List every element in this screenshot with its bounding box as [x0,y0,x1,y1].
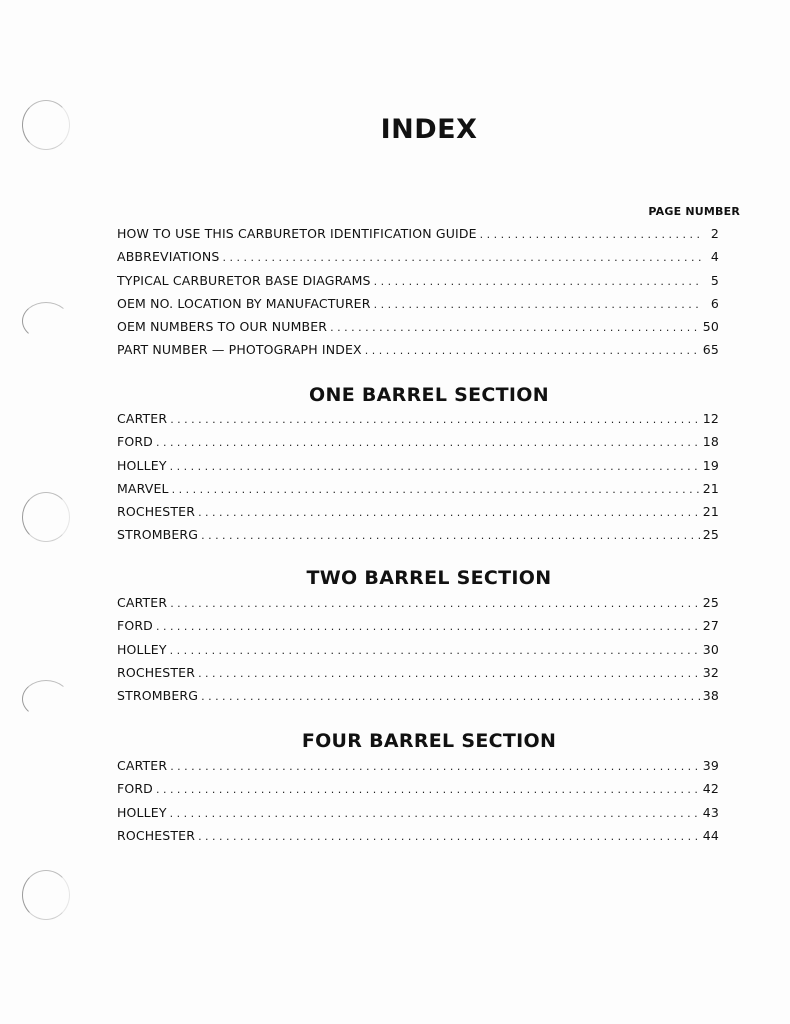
entry-page-number: 43 [702,804,719,820]
dot-leader [170,807,701,820]
entry-page-number: 32 [702,664,719,680]
index-entry [117,273,719,296]
entry-page-number: 27 [702,618,719,634]
entry-label: HOLLEY [117,804,167,820]
entry-page-number: 25 [702,595,719,610]
index-entry [117,665,719,688]
dot-leader [201,690,701,703]
index-entry [117,828,719,851]
section-title-two-barrel: TWO BARREL SECTION [306,567,552,589]
dot-leader [156,436,701,449]
dot-leader [201,529,701,542]
entry-page-number: 42 [702,781,719,797]
index-entry [117,781,719,804]
index-entry [117,458,719,481]
dot-leader [480,228,701,241]
dot-leader [198,506,701,519]
entry-label: FORD [117,434,153,450]
index-entry [117,758,719,781]
entry-label: STROMBERG [117,688,199,704]
index-entry [117,226,719,249]
section-title-one-barrel: ONE BARREL SECTION [309,384,549,406]
entry-label: ROCHESTER [117,827,196,843]
index-entry [117,527,719,550]
entry-label: OEM NUMBERS TO OUR NUMBER [117,319,328,335]
entry-page-number: 50 [702,319,719,335]
dot-leader [170,760,701,773]
entry-label: HOLLEY [117,457,167,473]
entry-page-number: 30 [702,641,719,657]
binder-hole [22,492,70,542]
page-number-column-header: PAGE NUMBER [648,205,740,218]
entry-page-number: 65 [702,342,719,358]
dot-leader [172,483,701,496]
entry-page-number: 19 [702,457,719,473]
general-entries-list [117,226,719,366]
entry-label: ROCHESTER [117,664,196,680]
index-entry [117,805,719,828]
entry-label: CARTER [117,595,168,610]
entry-page-number: 21 [702,480,719,496]
entry-label: PART NUMBER — PHOTOGRAPH INDEX [117,342,362,358]
index-entry [117,411,719,434]
entry-label: FORD [117,781,153,797]
index-entry [117,504,719,527]
entry-page-number: 25 [702,527,719,543]
entry-label: ROCHESTER [117,504,196,520]
dot-leader [156,620,701,633]
index-entry [117,319,719,342]
binder-hole [22,870,70,920]
dot-leader [198,830,701,843]
entry-label: FORD [117,618,153,634]
index-entry [117,688,719,711]
dot-leader [223,251,702,264]
index-entry [117,342,719,365]
entry-label: TYPICAL CARBURETOR BASE DIAGRAMS [117,272,371,288]
binder-hole [22,302,70,340]
two-barrel-entries-list [117,595,719,711]
entry-label: CARTER [117,758,168,773]
dot-leader [374,275,701,288]
index-entry [117,642,719,665]
entry-label: HOW TO USE THIS CARBURETOR IDENTIFICATION GUIDE [117,226,477,241]
entry-label: STROMBERG [117,527,199,543]
entry-label: MARVEL [117,480,169,496]
index-entry [117,595,719,618]
entry-label: OEM NO. LOCATION BY MANUFACTURER [117,295,371,311]
entry-page-number: 18 [702,434,719,450]
one-barrel-entries-list [117,411,719,551]
dot-leader [365,344,701,357]
page-title: INDEX [380,114,478,145]
dot-leader [198,667,701,680]
index-entry [117,296,719,319]
entry-page-number: 38 [702,688,719,704]
section-title-four-barrel: FOUR BARREL SECTION [301,730,557,752]
index-entry [117,434,719,457]
entry-page-number: 12 [702,411,719,426]
dot-leader [170,644,701,657]
dot-leader [374,298,701,311]
dot-leader [170,597,701,610]
index-entry [117,249,719,272]
dot-leader [156,783,701,796]
entry-page-number: 44 [702,827,719,843]
entry-label: ABBREVIATIONS [117,249,220,265]
entry-page-number: 39 [702,758,719,773]
index-entry [117,481,719,504]
entry-page-number: 4 [710,249,719,265]
dot-leader [170,460,701,473]
entry-label: CARTER [117,411,168,426]
index-entry [117,618,719,641]
entry-page-number: 2 [710,226,719,241]
entry-label: HOLLEY [117,641,167,657]
four-barrel-entries-list [117,758,719,851]
entry-page-number: 6 [710,295,719,311]
dot-leader [330,321,701,334]
entry-page-number: 21 [702,504,719,520]
binder-hole [22,680,70,718]
dot-leader [170,413,701,426]
entry-page-number: 5 [710,272,719,288]
